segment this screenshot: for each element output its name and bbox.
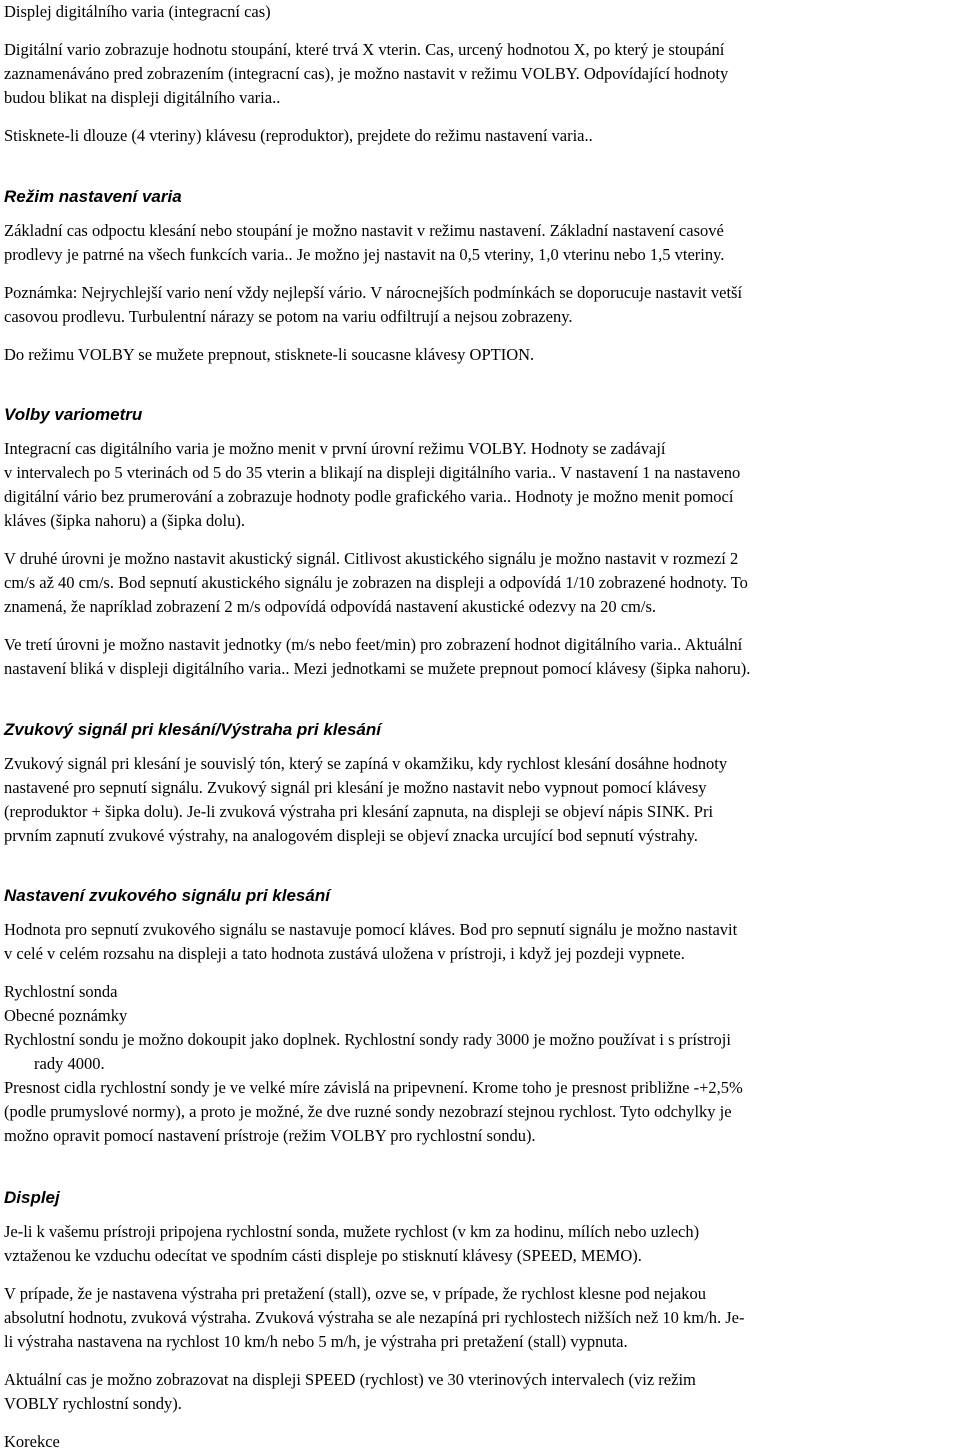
text-line: Zvukový signál pri klesání je souvislý tón, který se zapíná v okamžiku, kdy rychlost klesání dosáhne hodnoty xyxy=(4,754,728,773)
section-heading: Displej xyxy=(4,1188,60,1207)
text-line: v intervalech po 5 vterinách od 5 do 35 vterin a blikají na displeji digitálního varia.. V nastavení 1 na nastaveno xyxy=(4,463,741,482)
text-line: (reproduktor + šipka dolu). Je-li zvuková výstraha pri klesání zapnuta, na displeji se objeví nápis SINK. Pri xyxy=(4,802,714,821)
text-line: V prípade, že je nastavena výstraha pri pretažení (stall), ozve se, v prípade, že rychlost klesne pod nejakou xyxy=(4,1284,707,1303)
text-line: VOBLY rychlostní sondy). xyxy=(4,1394,182,1413)
text-line: Digitální vario zobrazuje hodnotu stoupání, které trvá X vterin. Cas, urcený hodnotou X, po který je stoupání xyxy=(4,40,725,59)
text-line: možno opravit pomocí nastavení prístroje (režim VOLBY pro rychlostní sondu). xyxy=(4,1126,536,1145)
text-line: Stisknete-li dlouze (4 vteriny) klávesu (reproduktor), prejdete do režimu nastavení varia.. xyxy=(4,126,593,145)
text-line: vztaženou ke vzduchu odecítat ve spodním cásti displeje po stisknutí klávesy (SPEED, MEMO). xyxy=(4,1246,642,1265)
text-line: Hodnota pro sepnutí zvukového signálu se nastavuje pomocí kláves. Bod pro sepnutí signálu je možno nastavit xyxy=(4,920,738,939)
text-line: Poznámka: Nejrychlejší vario není vždy nejlepší vário. V nárocnejších podmínkách se doporucuje nastavit vetší xyxy=(4,283,743,302)
text-line: absolutní hodnotu, zvuková výstraha. Zvuková výstraha se ale nezapíná pri rychlostech nižších než 10 km/h. Je- xyxy=(4,1308,745,1327)
text-line: cm/s až 40 cm/s. Bod sepnutí akustického signálu je zobrazen na displeji a odpovídá 1/10 zobrazené hodnoty. To xyxy=(4,573,748,592)
text-line: Obecné poznámky xyxy=(4,1006,128,1025)
text-line: Rychlostní sonda xyxy=(4,982,118,1001)
text-line: v celé v celém rozsahu na displeji a tato hodnota zustává uložena v prístroji, i když jej pozdeji vypnete. xyxy=(4,944,685,963)
text-line: Je-li k vašemu prístroji pripojena rychlostní sonda, mužete rychlost (v km za hodinu, mílích nebo uzlech) xyxy=(4,1222,700,1241)
text-line: kláves (šipka nahoru) a (šipka dolu). xyxy=(4,511,246,530)
text-line: V druhé úrovni je možno nastavit akustický signál. Citlivost akustického signálu je možno nastavit v rozmezí 2 xyxy=(4,549,739,568)
text-line: znamená, že napríklad zobrazení 2 m/s odpovídá odpovídá nastavení akustické odezvy na 20 cm/s. xyxy=(4,597,656,616)
text-line: Aktuální cas je možno zobrazovat na displeji SPEED (rychlost) ve 30 vterinových intervalech (viz režim xyxy=(4,1370,696,1389)
text-line: li výstraha nastavena na rychlost 10 km/h nebo 5 m/h, je výstraha pri pretažení (stall) vypnuta. xyxy=(4,1332,628,1351)
text-line: nastavení bliká v displeji digitálního varia.. Mezi jednotkami se mužete prepnout pomocí klávesy (šipka nahoru). xyxy=(4,659,751,678)
text-line: Ve tretí úrovni je možno nastavit jednotky (m/s nebo feet/min) pro zobrazení hodnot digitálního varia.. Aktuální xyxy=(4,635,743,654)
text-line: Korekce xyxy=(4,1432,60,1451)
text-line: Do režimu VOLBY se mužete prepnout, stisknete-li soucasne klávesy OPTION. xyxy=(4,345,535,364)
section-heading: Volby variometru xyxy=(4,405,143,424)
text-line: casovou prodlevu. Turbulentní nárazy se potom na variu odfiltrují a nejsou zobrazeny. xyxy=(4,307,573,326)
text-line: digitální vário bez prumerování a zobrazuje hodnoty podle grafického varia.. Hodnoty je možno menit pomocí xyxy=(4,487,734,506)
text-line: (podle prumyslové normy), a proto je možné, že dve ruzné sondy nezobrazí stejnou rychlost. Tyto odchylky je xyxy=(4,1102,732,1121)
text-line: prodlevy je patrné na všech funkcích varia.. Je možno jej nastavit na 0,5 vteriny, 1,0 vterinu nebo 1,5 vteriny. xyxy=(4,245,725,264)
text-line: Základní cas odpoctu klesání nebo stoupání je možno nastavit v režimu nastavení. Základní nastavení casové xyxy=(4,221,724,240)
text-line: prvním zapnutí zvukové výstrahy, na analogovém displeji se objeví znacka urcující bod sepnutí výstrahy. xyxy=(4,826,698,845)
text-line: Presnost cidla rychlostní sondy je ve velké míre závislá na pripevnení. Krome toho je presnost približne -+2,5% xyxy=(4,1078,743,1097)
text-line: zaznamenáváno pred zobrazením (integracní cas), je možno nastavit v režimu VOLBY. Odpovídající hodnoty xyxy=(4,64,729,83)
section-heading: Zvukový signál pri klesání/Výstraha pri klesání xyxy=(4,720,381,739)
text-line: Integracní cas digitálního varia je možno menit v první úrovní režimu VOLBY. Hodnoty se zadávají xyxy=(4,439,666,458)
section-heading: Nastavení zvukového signálu pri klesání xyxy=(4,886,330,905)
text-line: rady 4000. xyxy=(34,1054,105,1073)
document-title: Displej digitálního varia (integracní cas) xyxy=(4,2,271,21)
text-line: budou blikat na displeji digitálního varia.. xyxy=(4,88,281,107)
text-line: nastavené pro sepnutí signálu. Zvukový signál pri klesání je možno nastavit nebo vypnout pomocí klávesy xyxy=(4,778,707,797)
text-line: Rychlostní sondu je možno dokoupit jako doplnek. Rychlostní sondy rady 3000 je možno používat i s prístroji xyxy=(4,1030,731,1049)
section-heading: Režim nastavení varia xyxy=(4,187,182,206)
